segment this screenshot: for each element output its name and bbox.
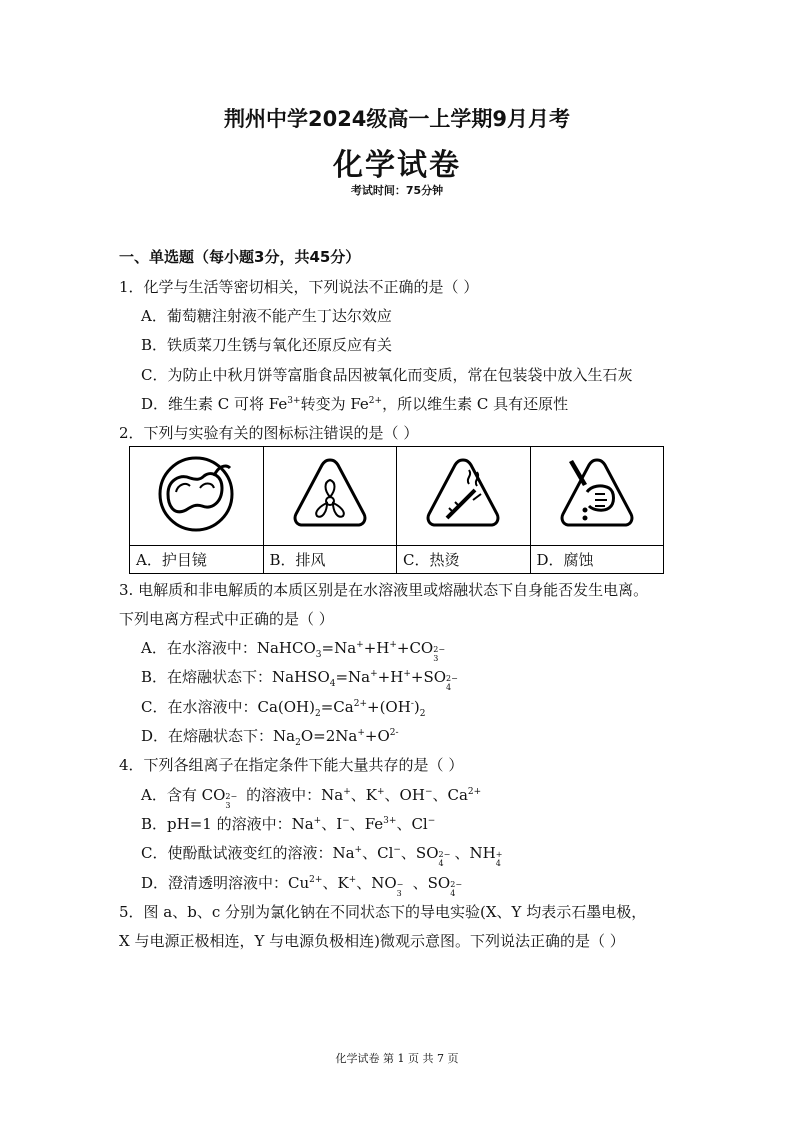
icon-label-a: A．护目镜 — [130, 546, 264, 574]
icon-table — [129, 446, 664, 574]
q3-option-a: A．在水溶液中：NaHCO$_3$=Na++H++CO 2− 3 — [141, 639, 446, 663]
exam-duration: 考试时间：75分钟 — [350, 184, 444, 197]
q3-stem-line1: 3. 电解质和非电解质的本质区别是在水溶液里或熔融状态下自身能否发生电离。 — [119, 581, 649, 599]
q4-option-d: D．澄清透明溶液中：$Cu^{2+}$、K+、NO − 3 、SO 2− 4 — [141, 874, 463, 898]
icon-label-c: C．热烫 — [397, 546, 531, 574]
q1-option-d: D．维生素 C 可将 $Fe^{3+}$转变为 $Fe^{2+}$，所以维生素 C 具有还原性 — [141, 395, 569, 413]
q1-option-c: C．为防止中秋月饼等富脂食品因被氧化而变质，常在包装袋中放入生石灰 — [141, 366, 633, 384]
corrosive-icon — [557, 454, 637, 534]
q5-stem-line2: X 与电源正极相连，Y 与电源负极相连)微观示意图。下列说法正确的是（ ） — [119, 932, 625, 950]
section-heading: 一、单选题（每小题3分，共45分） — [119, 248, 361, 266]
icon-label-d: D．腐蚀 — [530, 546, 664, 574]
icon-cell-goggles — [130, 447, 264, 546]
q2-stem: 2．下列与实验有关的图标标注错误的是（ ） — [119, 424, 419, 442]
icon-cell-exhaust — [263, 447, 397, 546]
q1-option-a: A．葡萄糖注射液不能产生丁达尔效应 — [141, 307, 392, 325]
exam-header: 荆州中学2024级高一上学期9月月考 — [223, 107, 571, 131]
q5-stem-line1: 5．图 a、b、c 分别为氯化钠在不同状态下的导电实验(X、Y 均表示石墨电极， — [119, 903, 647, 921]
fan-icon — [290, 454, 370, 534]
q3-option-d: D．在熔融状态下：$Na_2O=2Na^++O^{2-}$ — [141, 727, 399, 748]
page-title: 化学试卷 — [333, 148, 461, 183]
q4-stem: 4．下列各组离子在指定条件下能大量共存的是（ ） — [119, 756, 464, 774]
q3-stem-line2: 下列电离方程式中正确的是（ ） — [119, 610, 334, 628]
q3-option-c: C．在水溶液中：$Ca(OH)_2=Ca^{2+}+(OH^-)_2$ — [141, 698, 426, 719]
q4-option-c: C．使酚酞试液变红的溶液：Na+、Cl−、SO 2− 4 、NH + 4 — [141, 844, 503, 868]
icon-label-b: B．排风 — [263, 546, 397, 574]
q4-option-b: B．pH=1 的溶液中：Na+、I−、$Fe^{3+}$、Cl− — [141, 815, 436, 833]
q1-option-b: B．铁质菜刀生锈与氧化还原反应有关 — [141, 336, 393, 354]
page-footer: 化学试卷 第 1 页 共 7 页 — [335, 1052, 459, 1065]
goggles-icon — [156, 454, 236, 534]
q4-option-a: A．含有 CO 2− 3 的溶液中：Na+、K+、OH−、$Ca^{2+}$ — [141, 786, 482, 810]
icon-cell-corrosive — [530, 447, 664, 546]
q3-option-b: B．在熔融状态下：NaHSO$_4$=Na++H++SO 2− 4 — [141, 668, 458, 692]
hot-surface-icon — [423, 454, 503, 534]
q1-stem: 1．化学与生活等密切相关，下列说法不正确的是（ ） — [119, 278, 479, 296]
icon-cell-hot — [397, 447, 531, 546]
